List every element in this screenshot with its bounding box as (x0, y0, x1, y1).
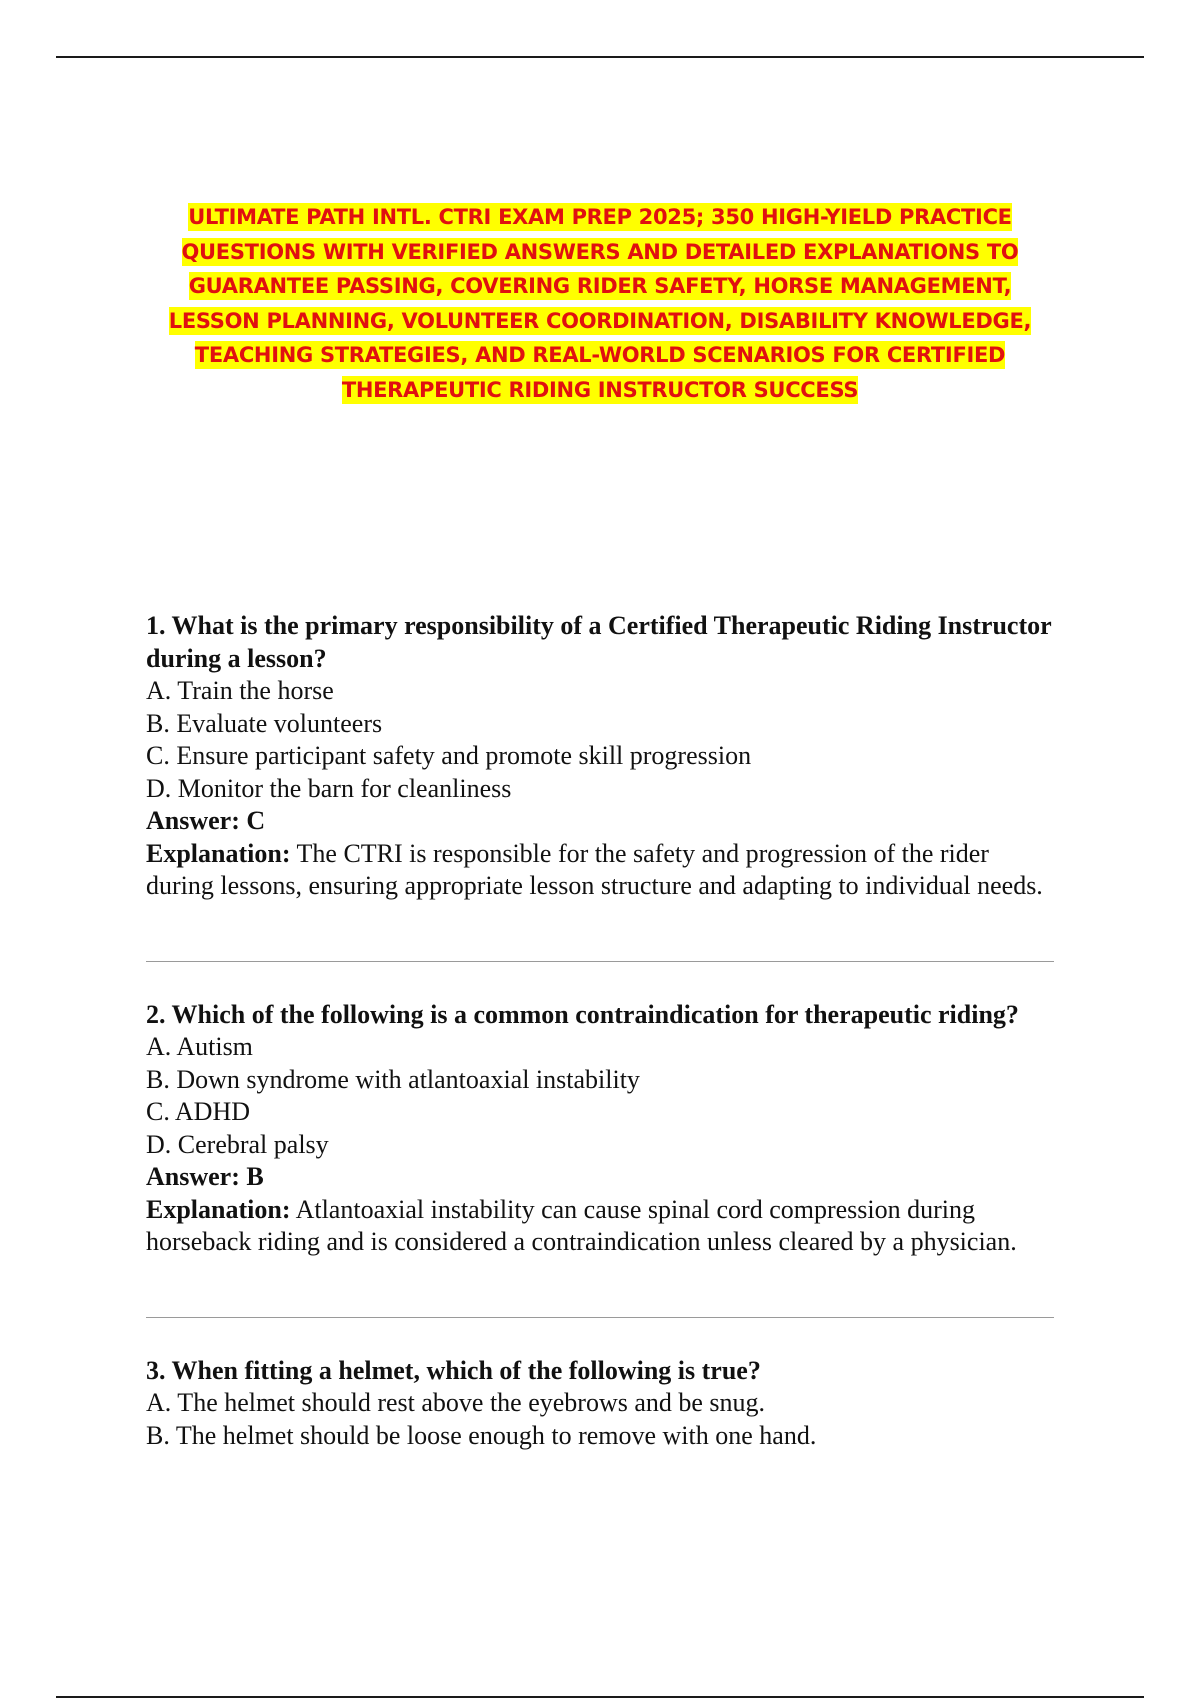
explanation (146, 838, 1056, 903)
correct-answer: Answer: B (146, 1162, 264, 1191)
document-title-text: ULTIMATE PATH INTL. CTRI EXAM PREP 2025; 350 HIGH-YIELD PRACTICE QUESTIONS WITH VERIFIED ANSWERS AND DETAILED EXPLANATIONS TO GUARANTEE PASSING, COVERING RIDER SAFETY, HORSE MANAGEMENT, LESSON PLANNING, VOLUNTEER COORDINATION, DISABILITY KNOWLEDGE, TEACHING STRATEGIES, AND REAL-WORLD SCENARIOS FOR CERTIFIED THERAPEUTIC RIDING INSTRUCTOR SUCCESS (168, 205, 1032, 402)
answer-option-b: B. Evaluate volunteers (146, 708, 383, 738)
answer-option-c: C. ADHD (146, 1097, 251, 1126)
answer-option-b: B. The helmet should be loose enough to remove with one hand. (146, 1420, 817, 1450)
question-stem: 1. What is the primary responsibility of a Certified Therapeutic Riding Instructor during a lesson? (146, 611, 1052, 673)
explanation-label: Explanation: (146, 1194, 291, 1224)
answer-option-a: A. The helmet should rest above the eyebrows and be snug. (146, 1388, 766, 1417)
explanation-text: Atlantoaxial instability can cause spinal cord compression during horseback riding and is considered a contraindication unless cleared by a physician. (146, 1194, 1017, 1256)
page-top-rule (56, 56, 1144, 58)
question-stem: 2. Which of the following is a common contraindication for therapeutic riding? (146, 999, 1019, 1029)
correct-answer: Answer: C (146, 806, 266, 835)
question-list (146, 610, 1056, 1452)
explanation-text: The CTRI is responsible for the safety and progression of the rider during lessons, ensuring appropriate lesson structure and adapting to individual needs. (146, 838, 1043, 900)
explanation (146, 1194, 1056, 1259)
answer-option-a: A. Autism (146, 1032, 253, 1061)
answer-option-c: C. Ensure participant safety and promote skill progression (146, 741, 752, 770)
question-3 (146, 1355, 1056, 1453)
explanation-label: Explanation: (146, 838, 291, 868)
question-divider (146, 961, 1054, 962)
answer-option-d: D. Cerebral palsy (146, 1129, 329, 1159)
question-divider (146, 1317, 1054, 1318)
page-bottom-rule (56, 1696, 1144, 1698)
question-2 (146, 999, 1056, 1259)
question-stem: 3. When fitting a helmet, which of the following is true? (146, 1355, 761, 1385)
document-title (140, 200, 1060, 407)
question-1 (146, 610, 1056, 903)
answer-option-b: B. Down syndrome with atlantoaxial instability (146, 1064, 640, 1094)
answer-option-d: D. Monitor the barn for cleanliness (146, 773, 512, 803)
answer-option-a: A. Train the horse (146, 676, 334, 705)
